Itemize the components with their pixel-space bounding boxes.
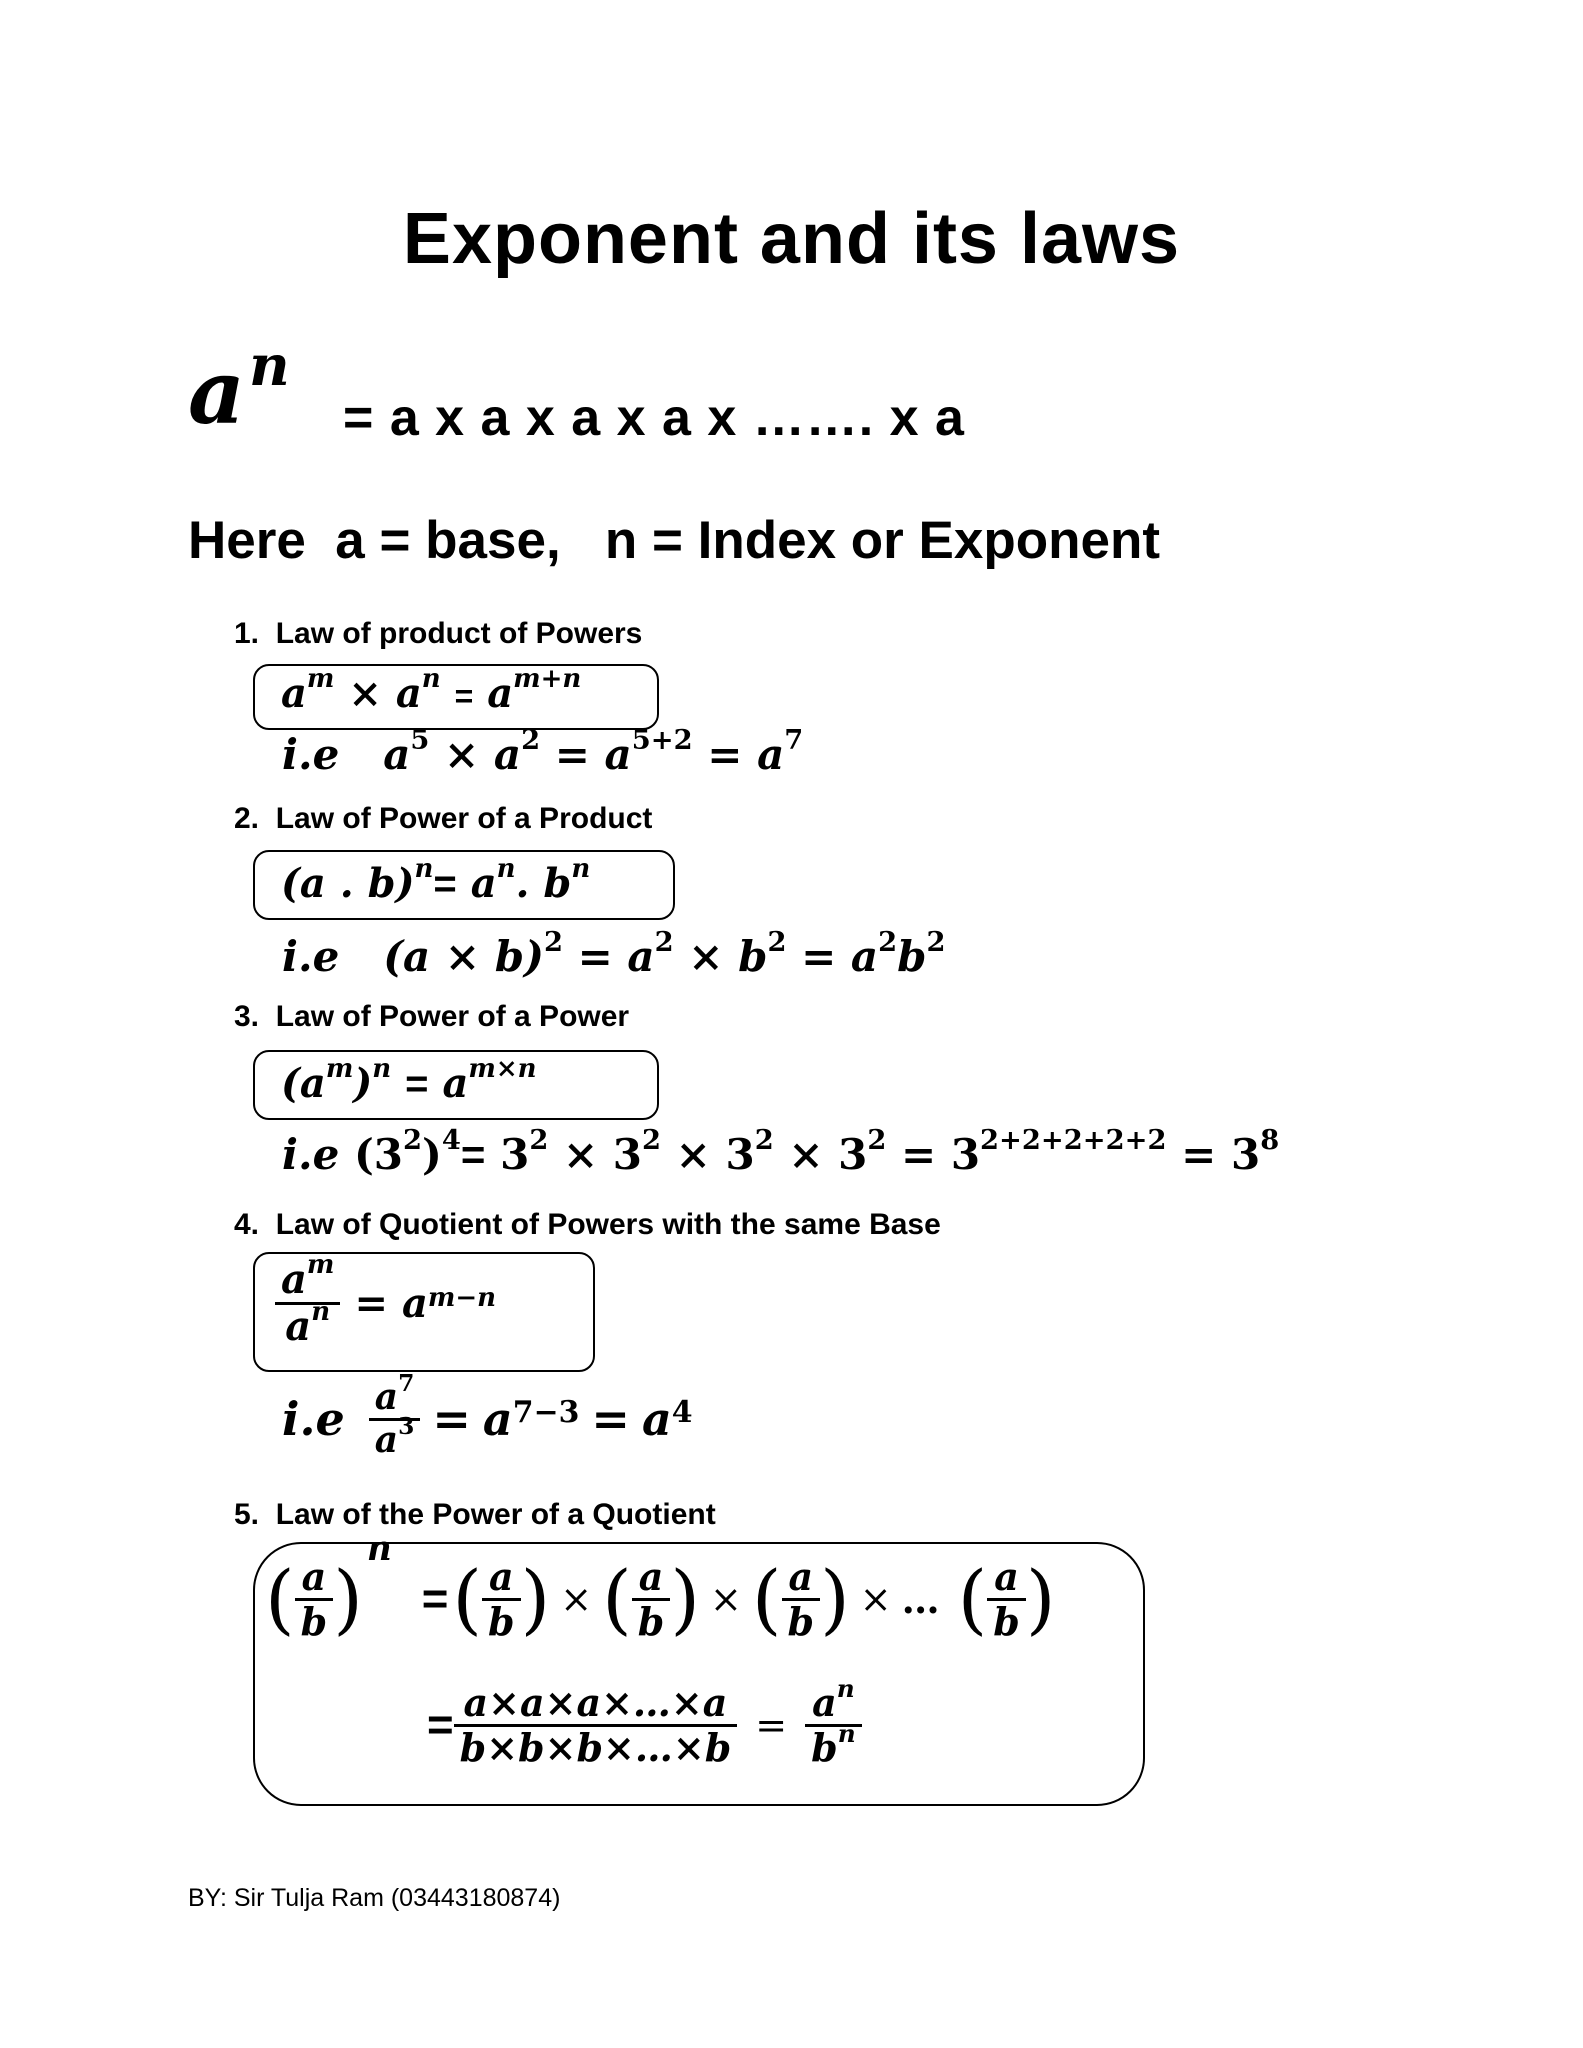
repeated-multiplication: = a x a x a x a x ……. x a (343, 389, 965, 447)
law-3-formula-box (253, 1050, 659, 1120)
law-5-line-2: = $\frac{a\times a\times a\times\dots\times a}{b\times b\times b\times\dots\times b}$ = $\frac{a^n}{b^n}$ (427, 1682, 862, 1769)
law-2-heading: 2. Law of Power of a Product (234, 802, 653, 835)
law-4-formula: $\frac{a^m}{a^n}$ = a $^{m-n}$ (275, 1258, 496, 1349)
law-4-example-fraction: $\frac{a^7}{a^3}$ (369, 1378, 421, 1460)
law-5-line-1: ( $\frac{a}{b}$ ) $^n$ = ( $\frac{a}{b}$ ) × ( $\frac{a}{b}$ ) × ( $\frac{a}{b}$ ) × … ( $\frac{a}{b}$ ) (265, 1529, 1056, 1644)
a-to-the-n: $a^n$ (188, 333, 290, 444)
law-1-heading: 1. Law of product of Powers (234, 617, 643, 650)
law-4-fraction: $\frac{a^m}{a^n}$ (275, 1258, 340, 1349)
law-4-heading: 4. Law of Quotient of Powers with the same Base (234, 1208, 941, 1241)
page-title: Exponent and its laws (402, 199, 1181, 279)
law-1-formula-box (253, 664, 659, 730)
law-3-example: i.e $(3^2)^4= 3^2 \times 3^2 \times 3^2 \times 3^2 = 3^{2+2+2+2+2} = 3^8$ (282, 1123, 1280, 1179)
law-5-formula-box (253, 1529, 1145, 1806)
base-index-explanation: Here a = base, n = Index or Exponent (188, 511, 1160, 570)
law-4-formula-box (253, 1252, 595, 1372)
law-3-formula: $(a^m)^n = a^{m\times n}$ (281, 1054, 537, 1107)
law-2-formula-box (253, 850, 675, 920)
law-1-formula: $a^m \times a^n = a^{m+n}$ (281, 664, 582, 717)
law-1-example: i.e $a^5 \times a^2 = a^{5+2} = a^7$ (282, 723, 804, 779)
law-5-heading: 5. Law of the Power of a Quotient (234, 1498, 716, 1531)
author-byline: BY: Sir Tulja Ram (03443180874) (188, 1884, 561, 1912)
law-3-heading: 3. Law of Power of a Power (234, 1000, 630, 1033)
law-2-formula: (a . $b)^n= a^n$. $b^n$ (281, 854, 591, 907)
law-2-example: i.e $(a \times b)^2 = a^2 \times b^2 = a^2b^2$ (282, 925, 946, 981)
law-4-example: i.e $\frac{a^7}{a^3}$ = a $^{7-3}$ = a $^4$ (282, 1369, 693, 1461)
